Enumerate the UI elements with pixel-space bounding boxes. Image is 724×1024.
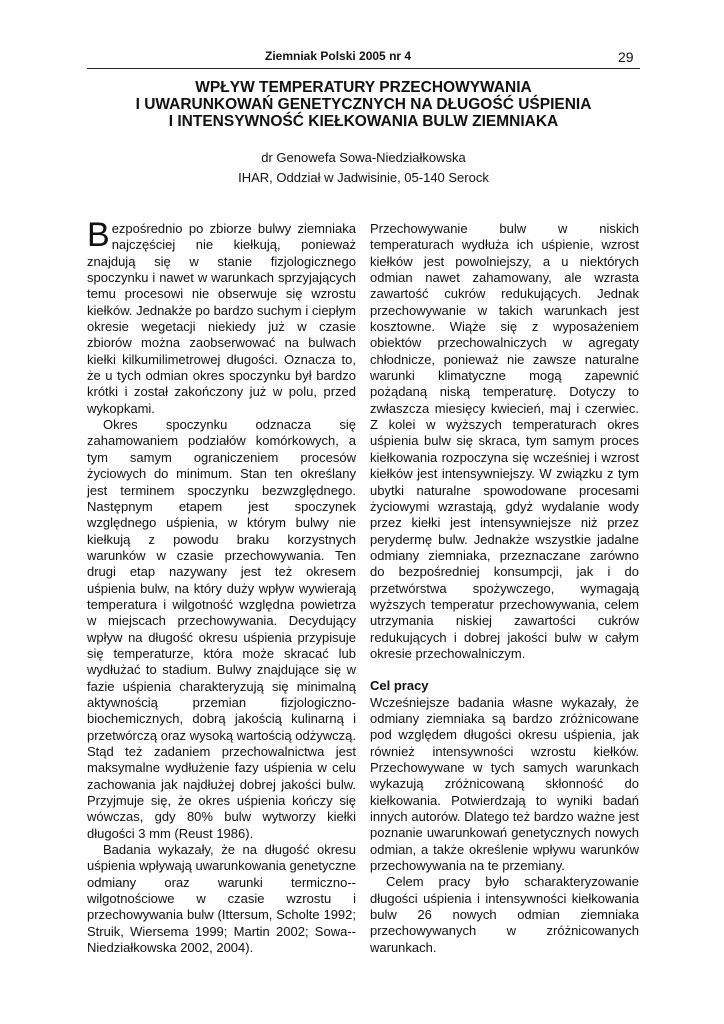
paragraph-1 — [87, 216, 356, 417]
author-name: dr Genowefa Sowa-Niedziałkowska — [261, 150, 466, 165]
page-number: 29 — [618, 49, 634, 65]
paragraph-3-continued — [370, 221, 639, 662]
title-line-3: I INTENSYWNOŚĆ KIEŁKOWANIA BULW ZIEMNIAKA — [168, 113, 559, 130]
title-line-2: I UWARUNKOWAŃ GENETYCZNYCH NA DŁUGOŚĆ UŚPIENIA — [135, 96, 592, 113]
paragraph-3-continued-text: Przechowywanie bulw w niskich temperaturach wydłuża ich uśpienie, wzrost kiełków jest powolniejszy, a u niektórych odmian nawet zahamowany, ale wzrasta zawartość cukrów redukujących. Jednak przechowywanie w takich warunkach jest kosztowne. Wiąże się z wyposażeniem obiektów przechowalniczych w agregaty chłodnicze, ponieważ nie zawsze naturalne warunki klimatyczne mogą zapewnić pożądaną niską temperaturę. Dotyczy to zwłaszcza miesięcy kwiecień, maj i czerwiec. Z kolei w wyższych temperaturach okres uśpienia bulw się skraca, tym samym proces kiełkowania rozpoczyna się wcześniej i wzrost kiełków jest intensywniejszy. W związku z tym ubytki naturalne spowodowane procesami życiowymi wzrastają, gdyż wydalanie wody przez kiełki jest intensywniejsze niż przez perydermę bulw. Jednakże wszystkie jadalne odmiany ziemniaka, przeznaczane zarówno do bezpośredniej konsumpcji, jak i do przetwórstwa spożywczego, wymagają wyższych temperatur przechowywania, celem utrzymania niskiej zawartości cukrów redukujących i dobrej jakości bulw w całym okresie przechowalniczym. — [370, 221, 639, 661]
column-left — [87, 216, 356, 956]
paragraph-3 — [87, 842, 356, 956]
author-affiliation: IHAR, Oddział w Jadwisinie, 05-140 Serock — [238, 170, 489, 185]
paragraph-3-text: Badania wykazały, że na długość okresu uśpienia wpływają uwarunkowania genetyczne odmiany oraz warunki termiczno--wilgotnościowe w czasie wzrostu i przechowywania bulw (Ittersum, Scholte 1992; Struik, Wiersema 1999; Martin 2002; Sowa--Niedziałkowska 2002, 2004). — [87, 842, 356, 956]
author-block — [87, 148, 640, 188]
paragraph-1-text: ezpośrednio po zbiorze bulwy ziemniaka najczęściej nie kiełkują, ponieważ znajdują się w stanie fizjologicznego spoczynku i nawet w warunkach sprzyjających temu procesowi nie obserwuje się wzrostu kiełków. Jednakże po bardzo suchym i ciepłym okresie wegetacji niekiedy już w czasie zbiorów można zaobserwować na bulwach kiełki kilkumilimetrowej długości. Oznacza to, że u tych odmian okres spoczynku był bardzo krótki i został zakończony już w polu, przed wykopkami. — [87, 221, 356, 416]
journal-header: Ziemniak Polski 2005 nr 4 — [265, 49, 412, 63]
paragraph-5: Celem pracy było scharakteryzowanie długości uśpienia i intensywności kiełkowania bulw 26 nowych odmian ziemniaka przechowywanych w zróżnicowanych warunkach. — [370, 874, 639, 955]
paragraph-2: Okres spoczynku odznacza się zahamowaniem podziałów komórkowych, a tym samym ograniczeniem procesów życiowych do minimum. Stan ten określany jest terminem spoczynku bezwzględnego. Następnym etapem jest spoczynek względnego uśpienia, w którym bulwy nie kiełkują z powodu braku korzystnych warunków w czasie przechowywania. Ten drugi etap nazywany jest też okresem uśpienia bulw, na który duży wpływ wywierają temperatura i wilgotność względna powietrza w miejscach przechowywania. Decydujący wpływ na długość okresu uśpienia przypisuje się temperaturze, która może skracać lub wydłużać to stadium. Bulwy znajdujące się w fazie uśpienia charakteryzują się minimalną aktywnością przemian fizjologiczno-biochemicznych, dobrą jakością kulinarną i przetwórczą oraz wysoką wartością odżywczą. Stąd też zadaniem przechowalnictwa jest maksymalne wydłużenie fazy uśpienia w celu zachowania jak najdłużej dobrej jakości bulw. Przyjmuje się, że okres uśpienia kończy się wówczas, gdy 80% bulw wytworzy kiełki długości 3 mm (Reust 1986). — [87, 417, 356, 841]
title-line-1: WPŁYW TEMPERATURY PRZECHOWYWANIA — [195, 79, 532, 96]
column-right — [370, 221, 639, 956]
article-title — [87, 79, 640, 130]
header-divider — [87, 68, 640, 69]
paragraph-4: Wcześniejsze badania własne wykazały, że odmiany ziemniaka są bardzo zróżnicowane pod względem długości okresu uśpienia, jak również intensywności wzrostu kiełków. Przechowywane w tych samych warunkach wykazują zróżnicowaną skłonność do kiełkowania. Potwierdzają to wyniki badań innych autorów. Dlatego też bardzo ważne jest poznanie uwarunkowań genetycznych nowych odmian, a także określenie wpływu warunków przechowywania na te przemiany. — [370, 694, 639, 874]
drop-cap: B — [87, 216, 110, 254]
section-heading: Cel pracy — [370, 678, 429, 694]
